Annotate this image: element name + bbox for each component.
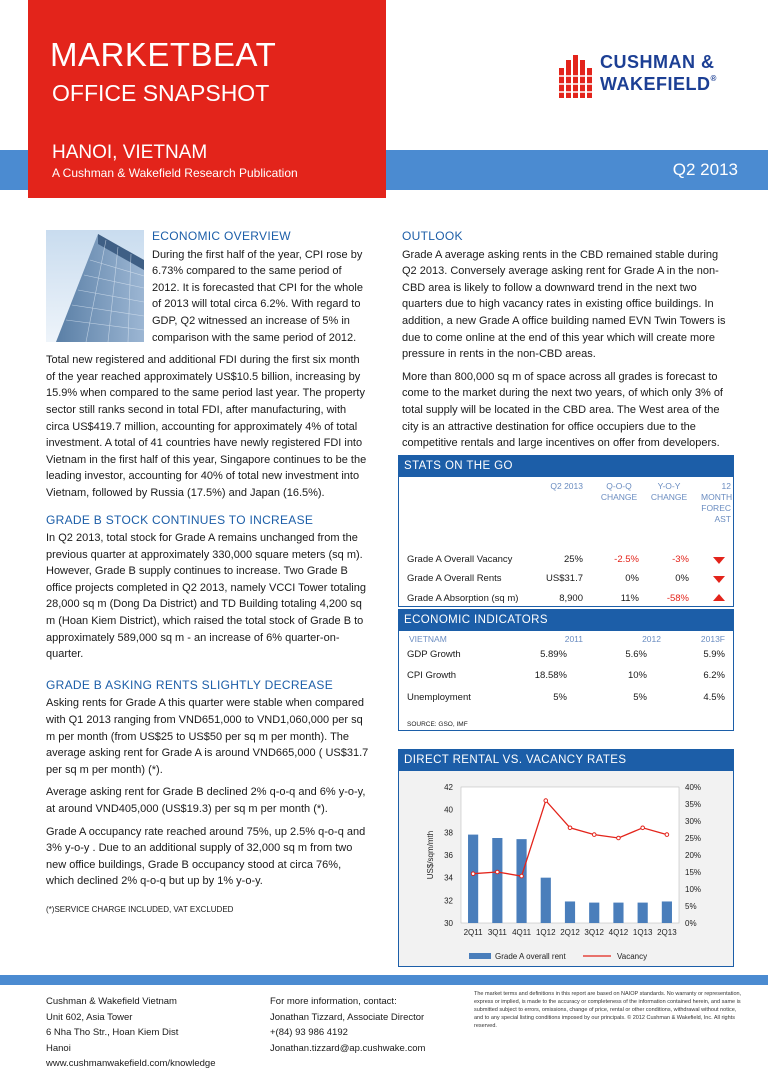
chart-body: [398, 771, 734, 967]
economic-paragraph-2: Total new registered and additional FDI during the first six month of the year reached approximately US$10.5 billion, increasing by 15.9% when compared to the same period last year. The property sector still ranks second in total FDI, after manufacturing, with circa US$419.7 million, accounting for approximately 4% of total investment. A total of 41 countries have newly registered FDI into Vietnam in the first half of this year, Singapore continues to be the leading investor, accounting for 40% of total new investment into Vietnam, followed by Russia (17.5%) and Japan (16.5%).: [46, 354, 367, 499]
page-subtitle: OFFICE SNAPSHOT: [52, 80, 270, 106]
y2-tick-label: 5%: [685, 902, 697, 911]
y2-tick-label: 35%: [685, 800, 702, 809]
y-tick-label: 42: [444, 783, 453, 792]
trend-down-icon: [713, 557, 725, 564]
econ-year: 2012: [642, 634, 661, 644]
stats-panel: [398, 455, 734, 607]
footer-line: Cushman & Wakefield Vietnam: [46, 996, 177, 1007]
rents-heading: GRADE B ASKING RENTS SLIGHTLY DECREASE: [46, 677, 334, 692]
outlook-paragraph-1: Grade A average asking rents in the CBD remained stable during Q2 2013. Conversely average asking rent for Grade A in the non-CBD area is likely to follow a downward trend in the next two quarters due to high vacancy rates in existing office buildings. In addition, a new Grade A office building named EVN Twin Towers is due to come online at the end of this year which will create more pressure in rents in the non-CBD areas.: [402, 248, 726, 361]
y-tick-label: 34: [444, 873, 453, 883]
vacancy-point: [568, 826, 572, 830]
outlook-heading: OUTLOOK: [402, 229, 463, 243]
economic-indicators-panel: [398, 609, 734, 731]
stats-row-label: Grade A Absorption (sq m): [407, 593, 519, 604]
econ-year: 2013F: [700, 634, 725, 644]
stats-cell: 25%: [563, 554, 583, 565]
city-title: HANOI, VIETNAM: [52, 142, 208, 163]
stats-cell: US$31.7: [546, 573, 583, 584]
econ-cell: 5.89%: [540, 649, 567, 660]
publication-line: A Cushman & Wakefield Research Publication: [52, 166, 298, 180]
x-tick-label: 3Q12: [584, 928, 605, 937]
econ-row-label: Unemployment: [407, 692, 471, 703]
y-axis-label: US$/sqm/mth: [426, 830, 435, 880]
footer-line: Unit 602, Asia Tower: [46, 1011, 133, 1023]
rent-bar: [662, 901, 672, 923]
vacancy-point: [665, 833, 669, 837]
legend-vacancy-label: Vacancy: [617, 952, 648, 961]
y-tick-label: 36: [444, 851, 453, 860]
rent-bar: [468, 835, 478, 923]
vacancy-point: [641, 826, 645, 830]
stats-cell: -58%: [666, 593, 689, 604]
econ-title: ECONOMIC INDICATORS: [398, 609, 734, 631]
rent-bar: [638, 903, 648, 923]
logo-mark-icon: [556, 52, 596, 102]
footer-email-link[interactable]: Jonathan.tizzard@ap.cushwake.com: [270, 1042, 426, 1054]
x-tick-label: 4Q12: [608, 928, 629, 937]
footer-address: [46, 994, 216, 1072]
chart-title: DIRECT RENTAL VS. VACANCY RATES: [398, 749, 734, 771]
footer-line: +(84) 93 986 4192: [270, 1027, 348, 1038]
quarter-label: Q2 2013: [672, 160, 738, 179]
stats-title: STATS ON THE GO: [398, 455, 734, 477]
y2-tick-label: 40%: [685, 783, 702, 792]
rent-bar: [565, 901, 575, 923]
x-tick-label: 2Q13: [657, 928, 677, 937]
stats-cell: 0%: [625, 573, 639, 584]
econ-cell: 5.9%: [703, 649, 725, 660]
y2-tick-label: 30%: [685, 817, 702, 826]
vacancy-point: [496, 870, 500, 874]
logo-text-line1: CUSHMAN &: [600, 52, 715, 72]
y-tick-label: 30: [444, 919, 453, 928]
footnote: (*)SERVICE CHARGE INCLUDED, VAT EXCLUDED: [46, 904, 234, 914]
vacancy-point: [544, 799, 548, 803]
rents-paragraph-2: Average asking rent for Grade B declined 2% q-o-q and 6% y-o-y, at around VND405,000 (US$19.3) per sq m per month (*).: [46, 786, 366, 815]
y-tick-label: 38: [444, 828, 453, 838]
stock-paragraph: In Q2 2013, total stock for Grade A remains unchanged from the previous quarter at approximately 330,000 square meters (sq m). However, Grade B supply continues to increase. Two Grade B office projects completed in Q2 2013, namely VCCI Tower totaling 28,000 sq m (Dong Da District) and TD Building totaling 4,200 sq m (Hoan Kiem District), which raised the total stock of Grade B to approximately 589,000 sq m - an increase of 6% quarter-on-quarter.: [46, 532, 366, 661]
stats-row-label: Grade A Overall Rents: [407, 573, 502, 584]
logo-text-line2: WAKEFIELD®: [600, 74, 717, 94]
y-tick-label: 40: [444, 805, 453, 815]
econ-cell: 5%: [633, 692, 647, 703]
outlook-paragraph-2: More than 800,000 sq m of space across all grades is forecast to come to the market during the next two years, of which only 3% of total supply will be located in the CBD area. The West area of the city is an attractive destination for office occupiers due to the competitive rentals and large incentives on offer from developers.: [402, 370, 723, 450]
econ-cell: 18.58%: [534, 670, 567, 681]
trend-up-icon: [713, 594, 725, 601]
footer-line: 6 Nha Tho Str., Hoan Kiem Dist: [46, 1027, 179, 1038]
econ-source: SOURCE: GSO, IMF: [407, 721, 468, 728]
footer-line: For more information, contact:: [270, 996, 397, 1007]
page-title: MARKETBEAT: [50, 36, 277, 73]
stats-cell: 0%: [675, 573, 689, 584]
vacancy-point: [520, 874, 524, 878]
stats-col-yoy: Y-O-Y CHANGE: [650, 481, 688, 502]
y2-tick-label: 20%: [685, 851, 702, 860]
right-column: [402, 228, 734, 458]
rent-bar: [516, 839, 526, 923]
econ-cell: 4.5%: [703, 692, 725, 703]
building-photo: [46, 230, 144, 342]
x-tick-label: 1Q13: [632, 928, 653, 937]
footer-disclaimer: The market terms and definitions in this report are based on NAIOP standards. No warranty or representation, express or implied, is made to the accuracy or completeness of the information contained herein, and same is submitted subject to errors, omissions, change of price, rental or other conditions, withdrawal without notice, and to any special listing conditions imposed by our principals. © 2012 Cushman & Wakefield, Inc. All rights reserved.: [474, 991, 742, 1029]
rent-bar: [613, 903, 623, 923]
stats-cell: -2.5%: [614, 554, 639, 565]
footer-website-link[interactable]: www.cushmanwakefield.com/knowledge: [46, 1058, 216, 1069]
y2-tick-label: 10%: [685, 885, 702, 894]
stats-cell: 11%: [620, 593, 639, 604]
legend-rent-swatch: [469, 953, 491, 959]
stats-col-quarter: Q2 2013: [550, 481, 583, 491]
rents-paragraph-1: Asking rents for Grade A this quarter were stable when compared with Q1 2013 ranging from VND651,000 to VND1,060,000 per sq m per month (from US$25 to US$50 per sq m per month). The average asking rent for Grade A is around VND665,000 ( US$31.7 per sq m per month) (*).: [46, 697, 369, 776]
vacancy-point: [471, 872, 475, 876]
footer-contact: [270, 994, 425, 1056]
econ-cell: 10%: [627, 670, 647, 681]
economic-paragraph-1: During the first half of the year, CPI rose by 6.73% compared to the same period of 2012. It is forecasted that CPI for the whole of 2013 will total circa 6.2%. With regard to GDP, Q2 witnessed an increase of 5% in comparison with the same period of 2012.: [152, 248, 363, 344]
stats-col-qoq: Q-O-Q CHANGE: [600, 481, 638, 502]
legend-rent-label: Grade A overall rent: [495, 952, 566, 961]
x-tick-label: 4Q11: [512, 928, 532, 937]
rental-vacancy-chart-panel: [398, 749, 734, 967]
y2-tick-label: 25%: [685, 834, 702, 843]
econ-row-label: CPI Growth: [407, 670, 457, 681]
econ-cell: 6.2%: [703, 670, 725, 681]
econ-table: [398, 631, 734, 731]
econ-year: 2011: [564, 634, 583, 644]
econ-country: VIETNAM: [409, 634, 447, 644]
economic-overview-heading: ECONOMIC OVERVIEW: [152, 229, 291, 243]
y2-tick-label: 0%: [685, 919, 697, 928]
left-column: [46, 228, 370, 919]
trend-down-icon: [713, 576, 725, 583]
rental-vacancy-chart: [399, 771, 733, 967]
x-tick-label: 2Q11: [463, 928, 483, 937]
stats-table: [398, 477, 734, 607]
rents-paragraph-3: Grade A occupancy rate reached around 75%, up 2.5% q-o-q and 3% y-o-y . Due to an additional supply of 32,000 sq m from two new office buildings, Grade B occupancy stood at circa 76%, which declined 2% q-o-q but up by 1% y-o-y.: [46, 825, 366, 888]
footer-stripe: [0, 975, 768, 985]
rent-bar: [589, 903, 599, 923]
x-tick-label: 3Q11: [487, 928, 507, 937]
x-tick-label: 2Q12: [560, 928, 580, 937]
x-tick-label: 1Q12: [535, 928, 556, 937]
stats-cell: -3%: [672, 554, 689, 565]
stats-col-forecast: 12 MONTH FOREC AST: [701, 481, 733, 524]
y-tick-label: 32: [444, 896, 453, 906]
econ-cell: 5.6%: [625, 649, 647, 660]
econ-row-label: GDP Growth: [407, 649, 461, 660]
y2-tick-label: 15%: [685, 868, 702, 877]
footer-line: Hanoi: [46, 1042, 71, 1054]
stats-cell: 8,900: [559, 593, 583, 604]
rent-bar: [541, 878, 551, 923]
vacancy-point: [617, 836, 621, 840]
stats-row-label: Grade A Overall Vacancy: [407, 554, 513, 565]
company-logo: [556, 52, 746, 102]
vacancy-point: [592, 833, 596, 837]
footer-line: Jonathan Tizzard, Associate Director: [270, 1011, 425, 1023]
stock-heading: GRADE B STOCK CONTINUES TO INCREASE: [46, 512, 314, 527]
rent-bar: [492, 838, 502, 923]
econ-cell: 5%: [553, 692, 567, 703]
